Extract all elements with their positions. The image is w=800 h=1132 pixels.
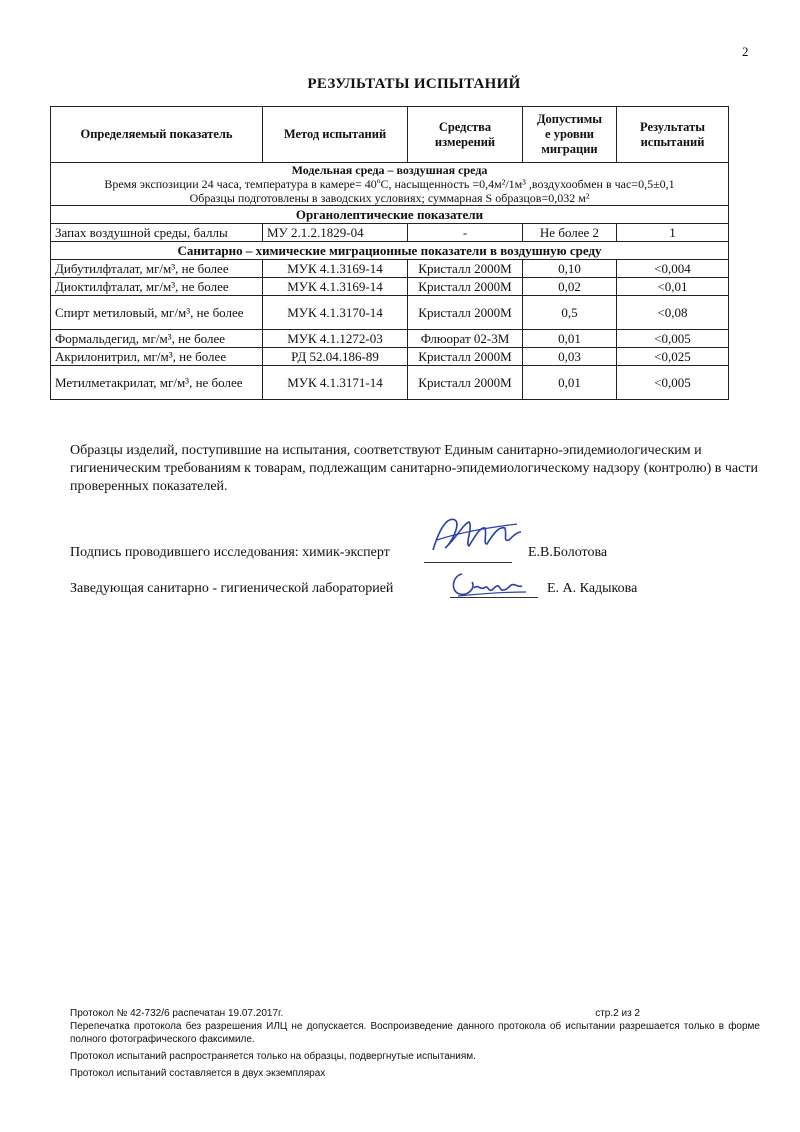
- cell-instrument: Кристалл 2000М: [408, 296, 523, 330]
- table-row: [51, 296, 729, 330]
- environment-row: [51, 163, 729, 206]
- cell-result: <0,005: [617, 330, 729, 348]
- table-row: [51, 348, 729, 366]
- results-table: [50, 106, 729, 400]
- cell-indicator: Формальдегид, мг/м³, не более: [51, 330, 263, 348]
- footer-protocol: Протокол № 42-732/6 распечатан 19.07.2017г.: [70, 1008, 284, 1019]
- section-row-organoleptic: [51, 206, 729, 224]
- header-result: Результаты испытаний: [617, 107, 729, 163]
- cell-method: МУК 4.1.1272-03: [263, 330, 408, 348]
- cell-indicator: Диоктилфталат, мг/м³, не более: [51, 278, 263, 296]
- table-row: [51, 278, 729, 296]
- cell-method: МУК 4.1.3170-14: [263, 296, 408, 330]
- cell-limit: Не более 2: [523, 224, 617, 242]
- cell-indicator: Акрилонитрил, мг/м³, не более: [51, 348, 263, 366]
- cell-indicator: Спирт метиловый, мг/м³, не более: [51, 296, 263, 330]
- environment-samples: Образцы подготовлены в заводских условиях; суммарная S образцов=0,032 м²: [189, 191, 590, 205]
- table-row: [51, 330, 729, 348]
- table-row: [51, 224, 729, 242]
- cell-method: РД 52.04.186-89: [263, 348, 408, 366]
- cell-instrument: -: [408, 224, 523, 242]
- cell-instrument: Кристалл 2000М: [408, 260, 523, 278]
- page-title: РЕЗУЛЬТАТЫ ИСПЫТАНИЙ: [307, 76, 521, 92]
- environment-title: Модельная среда – воздушная среда: [291, 163, 488, 177]
- cell-limit: 0,01: [523, 330, 617, 348]
- signer-name-head: Е. А. Кадыкова: [547, 581, 638, 596]
- footer: [70, 1007, 760, 1080]
- signature-line-expert: Подпись проводившего исследования: химик-эксперт: [70, 545, 390, 560]
- cell-method: МУК 4.1.3169-14: [263, 278, 408, 296]
- conclusion-text: Образцы изделий, поступившие на испытания, соответствуют Единым санитарно-эпидемиологическим и гигиеническим требованиям к товарам, подлежащим санитарно-эпидемиологическому надзору (контролю) в части проверенных показателей.: [70, 443, 758, 494]
- cell-result: 1: [617, 224, 729, 242]
- cell-result: <0,004: [617, 260, 729, 278]
- cell-method: МУ 2.1.2.1829-04: [263, 224, 408, 242]
- section-chemical: Санитарно – химические миграционные показатели в воздушную среду: [51, 242, 729, 260]
- footer-scope-note: Протокол испытаний распространяется только на образцы, подвергнутые испытаниям.: [70, 1051, 476, 1062]
- table-header-row: [51, 107, 729, 163]
- cell-instrument: Кристалл 2000М: [408, 348, 523, 366]
- cell-limit: 0,01: [523, 366, 617, 400]
- footer-page: стр.2 из 2: [595, 1008, 640, 1019]
- signer-name-expert: Е.В.Болотова: [528, 545, 608, 560]
- page-number: 2: [742, 44, 749, 59]
- footer-reprint-note: Перепечатка протокола без разрешения ИЛЦ не допускается. Воспроизведение данного протокола об испытании разрешается только в форме полного фотографического факсимиле.: [70, 1021, 760, 1045]
- section-row-chemical: [51, 242, 729, 260]
- cell-instrument: Кристалл 2000М: [408, 366, 523, 400]
- table-row: [51, 260, 729, 278]
- header-instrument: Средства измерений: [408, 107, 523, 163]
- environment-conditions: Время экспозиции 24 часа, температура в камере= 40ºС, насыщенность =0,4м²/1м³ ,воздухообмен в час=0,5±0,1: [104, 177, 675, 191]
- signature-line-head: Заведующая санитарно - гигиенической лабораторией: [70, 581, 394, 596]
- cell-method: МУК 4.1.3169-14: [263, 260, 408, 278]
- cell-result: <0,01: [617, 278, 729, 296]
- signature-underline-head: [450, 597, 538, 598]
- cell-result: <0,005: [617, 366, 729, 400]
- footer-copies-note: Протокол испытаний составляется в двух экземплярах: [70, 1068, 326, 1079]
- header-indicator: Определяемый показатель: [51, 107, 263, 163]
- cell-limit: 0,03: [523, 348, 617, 366]
- cell-instrument: Флюорат 02-3М: [408, 330, 523, 348]
- cell-limit: 0,5: [523, 296, 617, 330]
- cell-result: <0,025: [617, 348, 729, 366]
- cell-indicator: Дибутилфталат, мг/м³, не более: [51, 260, 263, 278]
- cell-method: МУК 4.1.3171-14: [263, 366, 408, 400]
- table-row: [51, 366, 729, 400]
- cell-result: <0,08: [617, 296, 729, 330]
- header-limit: Допустимы е уровни миграции: [523, 107, 617, 163]
- section-organoleptic: Органолептические показатели: [51, 206, 729, 224]
- cell-instrument: Кристалл 2000М: [408, 278, 523, 296]
- cell-limit: 0,10: [523, 260, 617, 278]
- signature-bolotova-image: [425, 510, 525, 560]
- cell-indicator: Запах воздушной среды, баллы: [51, 224, 263, 242]
- header-method: Метод испытаний: [263, 107, 408, 163]
- cell-limit: 0,02: [523, 278, 617, 296]
- signature-underline-expert: [424, 562, 512, 563]
- cell-indicator: Метилметакрилат, мг/м³, не более: [51, 366, 263, 400]
